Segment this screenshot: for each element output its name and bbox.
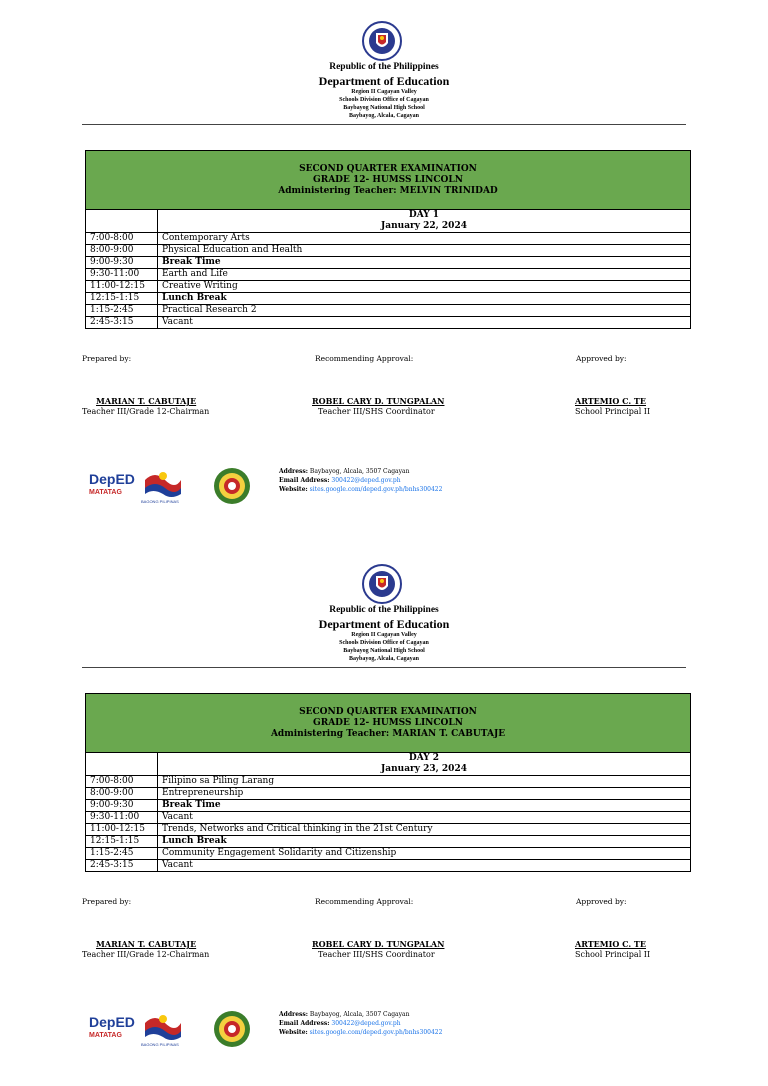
prepared-label: Prepared by: — [82, 354, 132, 363]
website-label: Website: — [279, 486, 308, 493]
table-row — [86, 293, 691, 305]
subject-cell: Creative Writing — [158, 281, 691, 293]
email-label: Email Address: — [279, 477, 330, 484]
subject-cell: Practical Research 2 — [158, 305, 691, 317]
email-label: Email Address: — [279, 1020, 330, 1027]
recommending-label: Recommending Approval: — [315, 897, 414, 906]
prepared-role: Teacher III/Grade 12-Chairman — [82, 407, 210, 416]
svg-text:DepED: DepED — [89, 471, 135, 487]
time-cell: 9:00-9:30 — [86, 257, 158, 269]
deped-seal-icon — [362, 564, 402, 604]
exam-teacher: Administering Teacher: MELVIN TRINIDAD — [278, 185, 498, 196]
table-row — [86, 269, 691, 281]
footer-logos — [85, 1009, 265, 1049]
table-row — [86, 317, 691, 329]
time-cell: 12:15-1:15 — [86, 293, 158, 305]
subject-cell: Entrepreneurship — [158, 788, 691, 800]
email-link[interactable]: 300422@deped.gov.ph — [331, 477, 401, 484]
exam-day: DAY 1 — [408, 210, 440, 220]
subject-cell: Contemporary Arts — [158, 233, 691, 245]
time-cell: 8:00-9:00 — [86, 245, 158, 257]
table-row — [86, 233, 691, 245]
approved-label: Approved by: — [576, 354, 627, 363]
school-text: Baybayog National High School — [343, 648, 425, 654]
table-row — [86, 800, 691, 812]
table-row — [86, 824, 691, 836]
department-text: Department of Education — [318, 74, 450, 88]
table-row — [86, 245, 691, 257]
prepared-name: MARIAN T. CABUTAJE — [96, 396, 197, 406]
exam-title: SECOND QUARTER EXAMINATION — [299, 706, 477, 717]
address-label: Address: — [279, 1011, 308, 1018]
header-divider — [82, 124, 686, 125]
subject-cell: Physical Education and Health — [158, 245, 691, 257]
time-cell: 9:00-9:30 — [86, 800, 158, 812]
deped-matatag-logo-icon — [85, 466, 265, 506]
subject-cell: Lunch Break — [158, 293, 691, 305]
table-row — [86, 788, 691, 800]
approved-label: Approved by: — [576, 897, 627, 906]
svg-text:MATATAG: MATATAG — [89, 1032, 122, 1039]
subject-cell: Earth and Life — [158, 269, 691, 281]
exam-grade: GRADE 12- HUMSS LINCOLN — [313, 174, 463, 185]
time-cell: 2:45-3:15 — [86, 860, 158, 872]
table-row — [86, 812, 691, 824]
recommending-label: Recommending Approval: — [315, 354, 414, 363]
svg-text:MATATAG: MATATAG — [89, 489, 122, 496]
approved-role: School Principal II — [575, 407, 651, 416]
day-cell — [158, 210, 691, 233]
location-text: Baybayog, Alcala, Cagayan — [348, 113, 419, 119]
svg-text:DepED: DepED — [89, 1014, 135, 1030]
recommending-role: Teacher III/SHS Coordinator — [318, 950, 435, 959]
school-text: Baybayog National High School — [343, 105, 425, 111]
time-cell: 1:15-2:45 — [86, 305, 158, 317]
subject-cell: Trends, Networks and Critical thinking in the 21st Century — [158, 824, 691, 836]
svg-text:BAGONG PILIPINAS: BAGONG PILIPINAS — [141, 499, 179, 504]
republic-text: Republic of the Philippines — [329, 605, 439, 615]
prepared-label: Prepared by: — [82, 897, 132, 906]
time-cell: 8:00-9:00 — [86, 788, 158, 800]
subject-cell: Break Time — [158, 257, 691, 269]
schedule-page-2 — [0, 543, 768, 1086]
website-label: Website: — [279, 1029, 308, 1036]
table-row — [86, 776, 691, 788]
email-link[interactable]: 300422@deped.gov.ph — [331, 1020, 401, 1027]
time-cell: 11:00-12:15 — [86, 281, 158, 293]
address-text: Baybayog, Alcala, 3507 Cagayan — [309, 468, 410, 475]
deped-matatag-logo-icon — [85, 1009, 265, 1049]
exam-schedule-table — [85, 693, 691, 872]
exam-schedule-table — [85, 150, 691, 329]
time-cell: 2:45-3:15 — [86, 317, 158, 329]
division-text: Schools Division Office of Cagayan — [339, 97, 429, 103]
time-cell: 7:00-8:00 — [86, 776, 158, 788]
division-text: Schools Division Office of Cagayan — [339, 640, 429, 646]
website-link[interactable]: sites.google.com/deped.gov.ph/bnhs300422 — [309, 1029, 443, 1036]
deped-seal-icon — [362, 21, 402, 61]
day-cell — [158, 753, 691, 776]
table-row — [86, 860, 691, 872]
exam-day: DAY 2 — [408, 753, 440, 763]
prepared-name: MARIAN T. CABUTAJE — [96, 939, 197, 949]
svg-text:BAGONG PILIPINAS: BAGONG PILIPINAS — [141, 1042, 179, 1047]
exam-date: January 23, 2024 — [381, 764, 467, 774]
time-cell: 9:30-11:00 — [86, 812, 158, 824]
subject-cell: Filipino sa Piling Larang — [158, 776, 691, 788]
table-row — [86, 281, 691, 293]
exam-title-cell — [86, 694, 691, 753]
time-cell: 9:30-11:00 — [86, 269, 158, 281]
recommending-name: ROBEL CARY D. TUNGPALAN — [312, 396, 445, 406]
region-text: Region II Cagayan Valley — [351, 89, 417, 95]
location-text: Baybayog, Alcala, Cagayan — [348, 656, 419, 662]
address-label: Address: — [279, 468, 308, 475]
approved-name: ARTEMIO C. TE — [575, 939, 646, 949]
subject-cell: Lunch Break — [158, 836, 691, 848]
time-cell: 1:15-2:45 — [86, 848, 158, 860]
website-link[interactable]: sites.google.com/deped.gov.ph/bnhs300422 — [309, 486, 443, 493]
footer-contact — [279, 467, 442, 494]
time-cell: 7:00-8:00 — [86, 233, 158, 245]
subject-cell: Vacant — [158, 317, 691, 329]
region-text: Region II Cagayan Valley — [351, 632, 417, 638]
subject-cell: Vacant — [158, 860, 691, 872]
exam-title: SECOND QUARTER EXAMINATION — [299, 163, 477, 174]
table-row — [86, 836, 691, 848]
footer-logos — [85, 466, 265, 506]
table-row — [86, 257, 691, 269]
republic-text: Republic of the Philippines — [329, 62, 439, 72]
prepared-role: Teacher III/Grade 12-Chairman — [82, 950, 210, 959]
recommending-name: ROBEL CARY D. TUNGPALAN — [312, 939, 445, 949]
subject-cell: Community Engagement Solidarity and Citizenship — [158, 848, 691, 860]
time-cell: 12:15-1:15 — [86, 836, 158, 848]
header-divider — [82, 667, 686, 668]
exam-grade: GRADE 12- HUMSS LINCOLN — [313, 717, 463, 728]
approved-role: School Principal II — [575, 950, 651, 959]
exam-title-cell — [86, 151, 691, 210]
table-row — [86, 305, 691, 317]
subject-cell: Break Time — [158, 800, 691, 812]
approved-name: ARTEMIO C. TE — [575, 396, 646, 406]
exam-date: January 22, 2024 — [381, 221, 467, 231]
recommending-role: Teacher III/SHS Coordinator — [318, 407, 435, 416]
time-cell: 11:00-12:15 — [86, 824, 158, 836]
department-text: Department of Education — [318, 617, 450, 631]
exam-teacher: Administering Teacher: MARIAN T. CABUTAJE — [270, 728, 506, 739]
subject-cell: Vacant — [158, 812, 691, 824]
address-text: Baybayog, Alcala, 3507 Cagayan — [309, 1011, 410, 1018]
table-row — [86, 848, 691, 860]
